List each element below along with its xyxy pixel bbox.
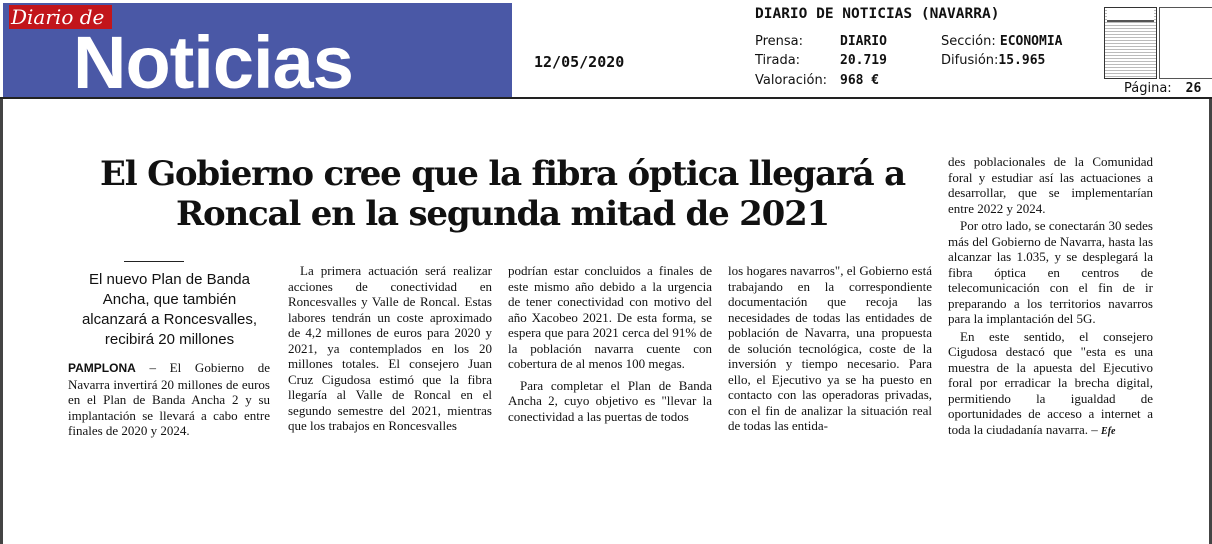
tirada-value: 20.719 — [840, 53, 887, 68]
column-4-text: los hogares navarros", el Gobierno está trabajando en la correspondiente documentación que recoja las necesidades de todas las entidades de población de Navarra, una propuesta de solución tecnológica, coste de la inversión y tiempo necesario. Para ello, el Ejecutivo ya se ha puesto en contacto con las operadoras privadas, con el fin de analizar la situación real de todas las entida- — [728, 263, 932, 433]
column-5-paragraph-3: En este sentido, el consejero Cigudosa destacó que "esta es una muestra de la apuesta del Ejecutivo foral por erradicar la brecha digital, permitiendo la igualdad de oportunidades de acceso a internet a toda la ciudadanía navarra. – Efe — [948, 328, 1153, 437]
thumbnail-frame — [1159, 7, 1212, 79]
article-column-5 — [948, 154, 1153, 437]
page-number: Página: 26 — [1124, 81, 1202, 96]
article-column-1 — [68, 360, 270, 440]
article-column-3 — [508, 263, 712, 440]
difusion-field: Difusión:15.965 — [941, 53, 1046, 68]
column-5-paragraph-2: Por otro lado, se conectarán 30 sedes más del Gobierno de Navarra, hasta las alcanzar las 1.035, y se desplegará la fibra óptica en centros de telecomunicación con el fin de ir preparando a los territorios navarros para la implantación del 5G. — [948, 218, 1153, 326]
publication-date: 12/05/2020 — [534, 53, 625, 71]
page-thumbnail — [1104, 7, 1157, 79]
valoracion-value: 968 € — [840, 73, 880, 88]
article-column-2 — [288, 263, 492, 440]
column-1-text: – El Gobierno de Navarra invertirá 20 millones de euros en el Plan de Banda Ancha 2 y su implantación se llevará a cabo entre finales de 2020 y 2024. — [68, 360, 270, 438]
clipping-header — [0, 0, 1212, 104]
publication-name: DIARIO DE NOTICIAS (NAVARRA) — [755, 6, 1000, 22]
dateline: PAMPLONA — [68, 361, 136, 375]
seccion-field: Sección: ECONOMIA — [941, 34, 1063, 49]
article-subhead: El nuevo Plan de Banda Ancha, que también alcanzará a Roncesvalles, recibirá 20 millones — [81, 271, 258, 348]
article-headline: El Gobierno cree que la fibra óptica llegará a Roncal en la segunda mitad de 2021 — [100, 154, 905, 234]
column-2-text: La primera actuación será realizar acciones de conectividad en Roncesvalles y Valle de Roncal. Estas labores tendrán un coste aproximado de 4,2 millones de euros para 2020 y 2021, ya contemplados en los 20 millones totales. El consejero Juan Cruz Cigudosa estimó que la fibra llegaría al Valle de Roncal en el segundo semestre del 2021, mientras que los trabajos en Roncesvalles — [288, 263, 492, 433]
agency-signature: Efe — [1101, 425, 1116, 437]
logo-top-label: Diario de — [9, 5, 112, 29]
prensa-value: DIARIO — [840, 34, 887, 49]
column-3-paragraph-1: podrían estar concluidos a finales de este mismo año debido a la urgencia de tener conectividad con motivo del año Xacobeo 2021. De esta forma, se espera que para 2021 cerca del 91% de la población navarra cuente con cobertura de al menos 100 megas. — [508, 263, 712, 371]
article-column-4 — [728, 263, 932, 440]
subhead-rule — [124, 261, 184, 262]
prensa-label: Prensa: — [755, 34, 804, 49]
logo-main-label: Noticias — [73, 21, 353, 104]
column-3-paragraph-2: Para completar el Plan de Banda Ancha 2, cuyo objetivo es "llevar la conectividad a las puertas de todos — [508, 377, 712, 424]
tirada-label: Tirada: — [755, 53, 801, 68]
newspaper-logo — [3, 3, 512, 104]
valoracion-label: Valoración: — [755, 73, 828, 88]
column-5-paragraph-1: des poblacionales de la Comunidad foral y estudiar así las actuaciones a desarrollar, que se implementarían entre 2022 y 2024. — [948, 154, 1153, 216]
